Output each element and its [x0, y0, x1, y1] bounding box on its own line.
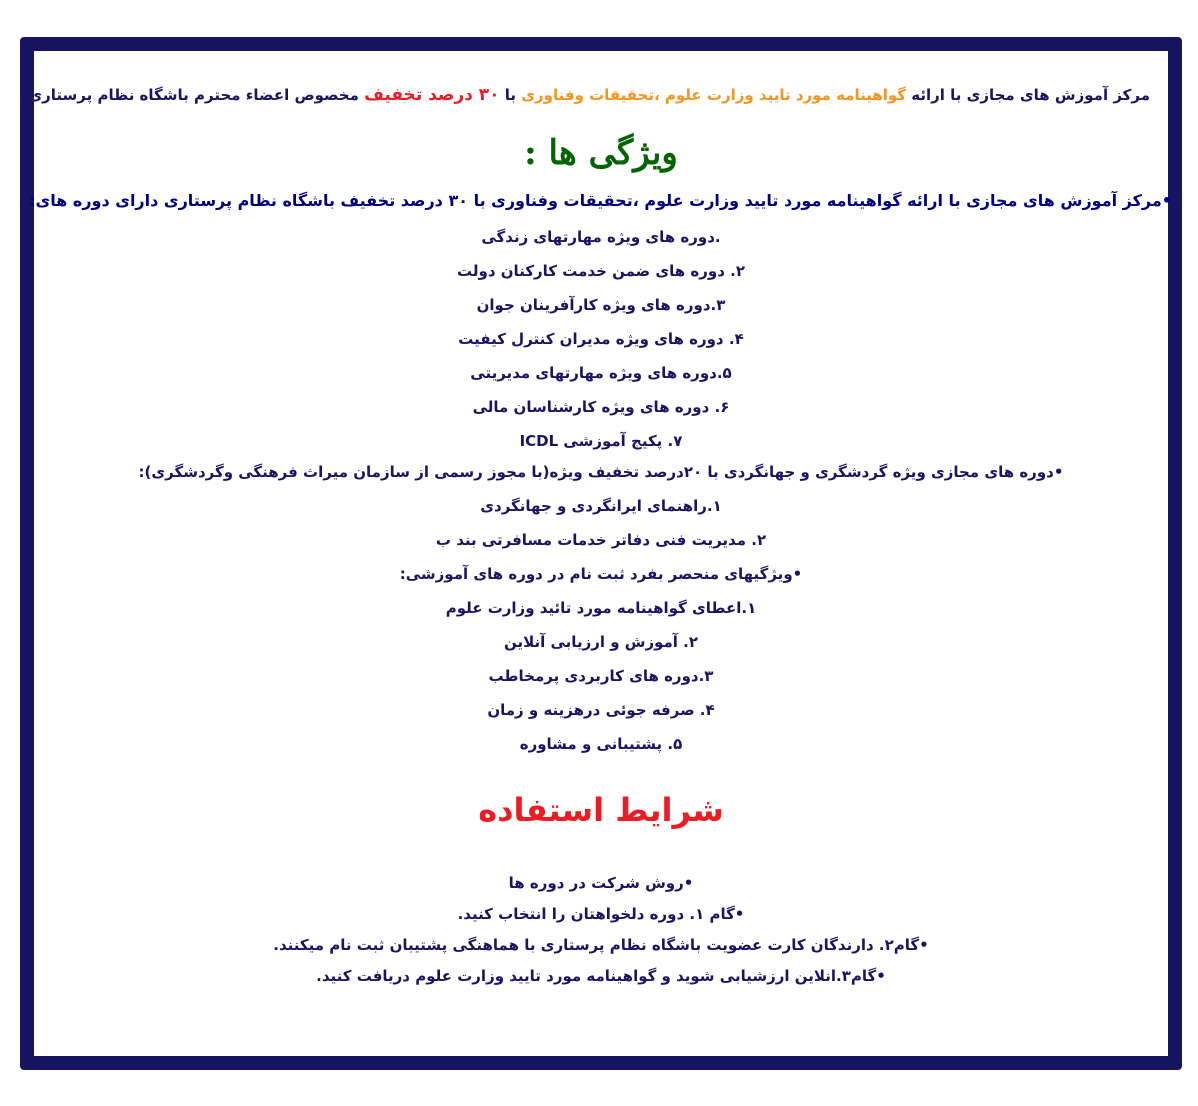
terms-title: شرایط استفاده — [478, 791, 724, 829]
unique-feature-item: ۴. صرفه جوئی درهزینه و زمان — [487, 701, 715, 719]
secondary-list — [34, 455, 1168, 761]
unique-feature-item: ۲. آموزش و ارزیابی آنلاین — [503, 633, 698, 651]
terms-item: •روش شرکت در دوره ها — [508, 874, 694, 892]
intro-discount-highlight: ۳۰ درصد تخفیف — [364, 85, 500, 105]
course-item: ۴. دوره های ویژه مدیران کنترل کیفیت — [458, 330, 744, 348]
course-item: .دوره های ویژه مهارتهای زندگی — [481, 228, 721, 246]
unique-features-bullet: •ویژگیهای منحصر بفرد ثبت نام در دوره های آموزشی: — [399, 565, 803, 583]
intro-line — [28, 85, 1150, 105]
course-list — [34, 220, 1168, 458]
tourism-bullet: •دوره های مجازی ویژه گردشگری و جهانگردی با ۲۰درصد تخفیف ویژه(با مجوز رسمی از سازمان میراث فرهنگی وگردشگری): — [138, 463, 1064, 481]
unique-feature-item: ۳.دوره های کاربردی پرمخاطب — [488, 667, 714, 685]
intro-part-5: مخصوص اعضاء محترم باشگاه نظام پرستاری — [28, 86, 365, 104]
intro-part-1: مرکز آموزش های مجازی با ارائه — [906, 86, 1150, 104]
terms-list — [34, 868, 1168, 992]
unique-feature-item: ۱.اعطای گواهینامه مورد تائید وزارت علوم — [445, 599, 757, 617]
unique-feature-item: ۵. پشتیبانی و مشاوره — [519, 735, 683, 753]
course-item: ۳.دوره های ویژه کارآفرینان جوان — [476, 296, 726, 314]
course-item: ۷. پکیج آموزشی ICDL — [519, 432, 683, 450]
intro-part-3: با — [499, 86, 522, 104]
features-title: ویژگی ها : — [524, 133, 678, 173]
intro-certificate-highlight: گواهینامه مورد تایید وزارت علوم ،تحقیقات وفناوری — [521, 86, 907, 104]
terms-item: •گام ۱. دوره دلخواهتان را انتخاب کنید. — [457, 905, 745, 923]
course-item: ۲. دوره های ضمن خدمت کارکنان دولت — [457, 262, 745, 280]
content-area — [28, 51, 1172, 1056]
terms-item: •گام۲. دارندگان کارت عضویت باشگاه نظام پرستاری با هماهنگی پشتیبان ثبت نام میکنند. — [273, 936, 929, 954]
course-item: ۵.دوره های ویژه مهارتهای مدیریتی — [470, 364, 732, 382]
content-frame — [20, 37, 1182, 1070]
main-bullet: •مرکز آموزش های مجازی با ارائه گواهینامه مورد تایید وزارت علوم ،تحقیقات وفناوری با ۳۰ درصد تخفیف باشگاه نظام پرستاری دارای دوره های: — [29, 191, 1172, 210]
tourism-course-item: ۱.راهنمای ایرانگردی و جهانگردی — [480, 497, 722, 515]
course-item: ۶. دوره های ویژه کارشناسان مالی — [472, 398, 730, 416]
tourism-course-item: ۲. مدیریت فنی دفاتر خدمات مسافرتی بند ب — [435, 531, 767, 549]
terms-item: •گام۳.انلاین ارزشیابی شوید و گواهینامه مورد تایید وزارت علوم دریافت کنید. — [316, 967, 886, 985]
